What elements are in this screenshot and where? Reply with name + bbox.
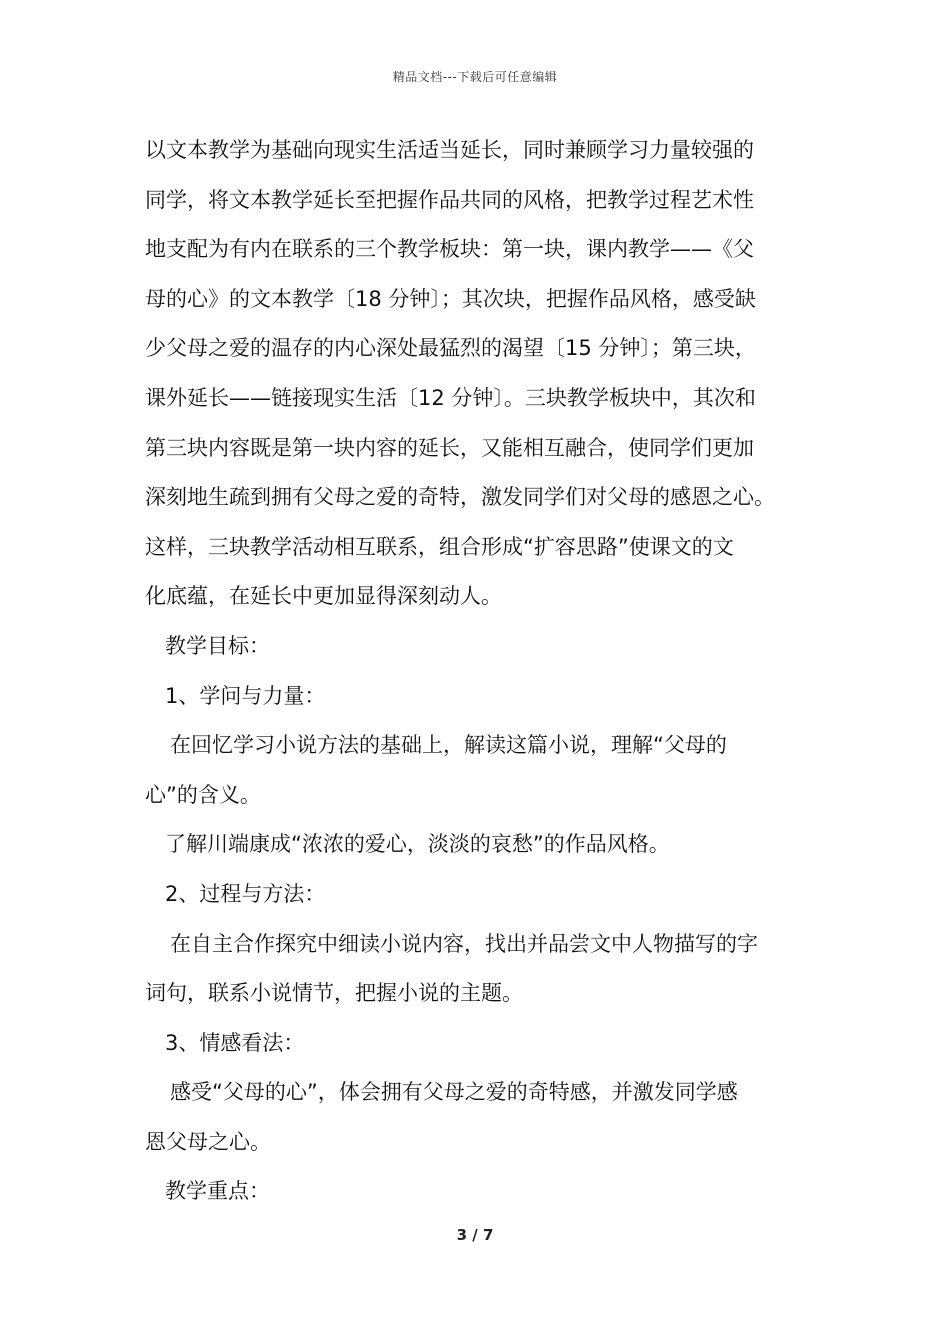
goal-1-title: 1、学问与力量： (165, 683, 326, 708)
paragraph-line: 化底蕴，在延长中更加显得深刻动人。 (145, 584, 502, 609)
goal-3-title: 3、情感看法： (165, 1030, 305, 1055)
paragraph-line: 以文本教学为基础向现实生活适当延长，同时兼顾学习力量较强的 (145, 138, 754, 162)
goal-2-text: 在自主合作探究中细读小说内容，找出并品尝文中人物描写的字 (170, 931, 758, 956)
page-number: 3 / 7 (456, 1226, 494, 1244)
document-header: 精品文档---下载后可任意编辑 (392, 70, 558, 84)
paragraph-line: 深刻地生疏到拥有父母之爱的奇特，激发同学们对父母的感恩之心。 (145, 485, 775, 510)
paragraph-line: 同学，将文本教学延长至把握作品共同的风格，把教学过程艺术性 (145, 187, 754, 212)
goal-2-text: 词句，联系小说情节，把握小说的主题。 (145, 981, 523, 1006)
goal-1-text: 在回忆学习小说方法的基础上，解读这篇小说，理解“父母的 (170, 733, 727, 758)
paragraph-line: 这样，三块教学活动相互联系，组合形成“扩容思路”使课文的文 (145, 534, 734, 559)
goal-3-text: 感受“父母的心”，体会拥有父母之爱的奇特感，并激发同学感 (170, 1080, 738, 1105)
goal-1-extra: 了解川端康成“浓浓的爱心，淡淡的哀愁”的作品风格。 (165, 832, 670, 857)
section-heading-key-points: 教学重点： (165, 1179, 270, 1204)
paragraph-line: 少父母之爱的温存的内心深处最猛烈的渴望〔15 分钟〕；第三块， (145, 336, 756, 361)
paragraph-line: 第三块内容既是第一块内容的延长，又能相互融合，使同学们更加 (145, 435, 754, 460)
goal-1-text: 心”的含义。 (145, 782, 261, 807)
goal-3-text: 恩父母之心。 (145, 1129, 271, 1154)
paragraph-line: 地支配为有内在联系的三个教学板块：第一块，课内教学——《父 (145, 237, 754, 262)
paragraph-line: 课外延长——链接现实生活〔12 分钟〕。三块教学板块中，其次和 (145, 385, 756, 410)
paragraph-line: 母的心》的文本教学〔18 分钟〕；其次块，把握作品风格，感受缺 (145, 286, 756, 311)
section-heading-goals: 教学目标： (165, 633, 270, 658)
goal-2-title: 2、过程与方法： (165, 881, 326, 906)
page-body (145, 126, 815, 1217)
